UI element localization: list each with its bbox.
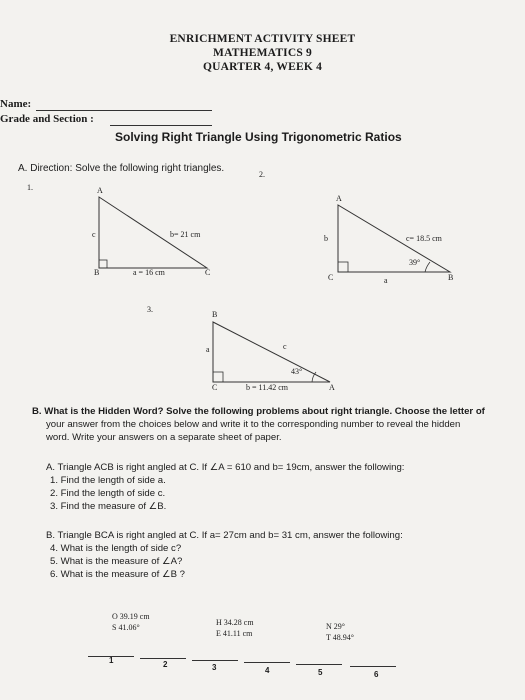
blank-number-5: 5 <box>318 668 323 677</box>
name-label: Name: <box>0 98 32 110</box>
t3-vertex-c: C <box>212 383 218 392</box>
t2-angle: 39° <box>409 258 421 267</box>
section-a-direction: A. Direction: Solve the following right triangles. <box>18 163 225 174</box>
problem-b-stem: B. Triangle BCA is right angled at C. If a= 27cm and b= 31 cm, answer the following: <box>46 530 403 541</box>
question-3: 3. Find the measure of ∠B. <box>50 501 167 512</box>
question-1: 1. Find the length of side a. <box>50 475 166 486</box>
t3-side-c: c <box>283 342 287 351</box>
t3-side-b: b = 11.42 cm <box>246 383 288 392</box>
t1-vertex-b: B <box>94 268 100 277</box>
question-2: 2. Find the length of side c. <box>50 488 166 499</box>
worksheet-title: Solving Right Triangle Using Trigonometric Ratios <box>115 130 402 144</box>
item-2-number: 2. <box>259 170 265 179</box>
blank-number-2: 2 <box>163 660 168 669</box>
t2-vertex-c: C <box>328 273 334 282</box>
question-4: 4. What is the length of side c? <box>50 543 182 554</box>
t3-vertex-a: A <box>329 383 335 392</box>
angle-arc-2 <box>425 262 430 272</box>
blank-number-4: 4 <box>265 666 270 675</box>
choice-h: H 34.28 cm <box>216 618 254 627</box>
right-angle-marker-3 <box>213 372 223 382</box>
section-b-intro-1: B. What is the Hidden Word? Solve the following problems about right triangle. Choose the letter of <box>32 406 485 417</box>
problem-a-stem: A. Triangle ACB is right angled at C. If ∠A = 610 and b= 19cm, answer the following: <box>46 462 405 473</box>
item-3-number: 3. <box>147 305 153 314</box>
t1-vertex-a: A <box>97 186 103 195</box>
answer-blank-3[interactable] <box>192 660 238 661</box>
choice-t: T 48.94° <box>326 633 354 642</box>
t2-side-b: b <box>324 234 328 243</box>
t3-vertex-b: B <box>212 310 218 319</box>
t3-angle: 43° <box>291 367 303 376</box>
right-angle-marker-2 <box>338 262 348 272</box>
choice-e: E 41.11 cm <box>216 629 253 638</box>
t2-side-a: a <box>384 276 388 285</box>
quarter-week: QUARTER 4, WEEK 4 <box>202 61 323 73</box>
blank-number-6: 6 <box>374 670 379 679</box>
t1-side-a: a = 16 cm <box>133 268 165 277</box>
question-5: 5. What is the measure of ∠A? <box>50 556 183 567</box>
t2-vertex-b: B <box>448 273 454 282</box>
choice-o: O 39.19 cm <box>112 612 150 621</box>
subject-title: MATHEMATICS 9 <box>213 47 312 59</box>
answer-blank-4[interactable] <box>244 662 290 663</box>
answer-blank-5[interactable] <box>296 664 342 665</box>
t2-vertex-a: A <box>336 194 342 203</box>
t1-side-c: c <box>92 230 96 239</box>
question-6: 6. What is the measure of ∠B ? <box>50 569 185 580</box>
item-1-number: 1. <box>27 183 33 192</box>
choice-n: N 29° <box>326 622 345 631</box>
right-angle-marker-1 <box>99 260 107 268</box>
t1-vertex-c: C <box>205 268 211 277</box>
t3-side-a: a <box>206 345 210 354</box>
section-b-intro-2: your answer from the choices below and write it to the corresponding number to reveal the hidden <box>46 419 461 430</box>
blank-number-3: 3 <box>212 663 217 672</box>
grade-section-label: Grade and Section : <box>0 113 94 125</box>
sheet-title: ENRICHMENT ACTIVITY SHEET <box>169 33 356 45</box>
answer-blank-2[interactable] <box>140 658 186 659</box>
triangle-3 <box>213 322 330 382</box>
choice-s: S 41.06° <box>112 623 140 632</box>
blank-number-1: 1 <box>109 656 114 665</box>
section-b-intro-3: word. Write your answers on a separate sheet of paper. <box>46 432 282 443</box>
t1-side-b: b= 21 cm <box>170 230 201 239</box>
answer-blank-6[interactable] <box>350 666 396 667</box>
t2-side-c: c= 18.5 cm <box>406 234 442 243</box>
